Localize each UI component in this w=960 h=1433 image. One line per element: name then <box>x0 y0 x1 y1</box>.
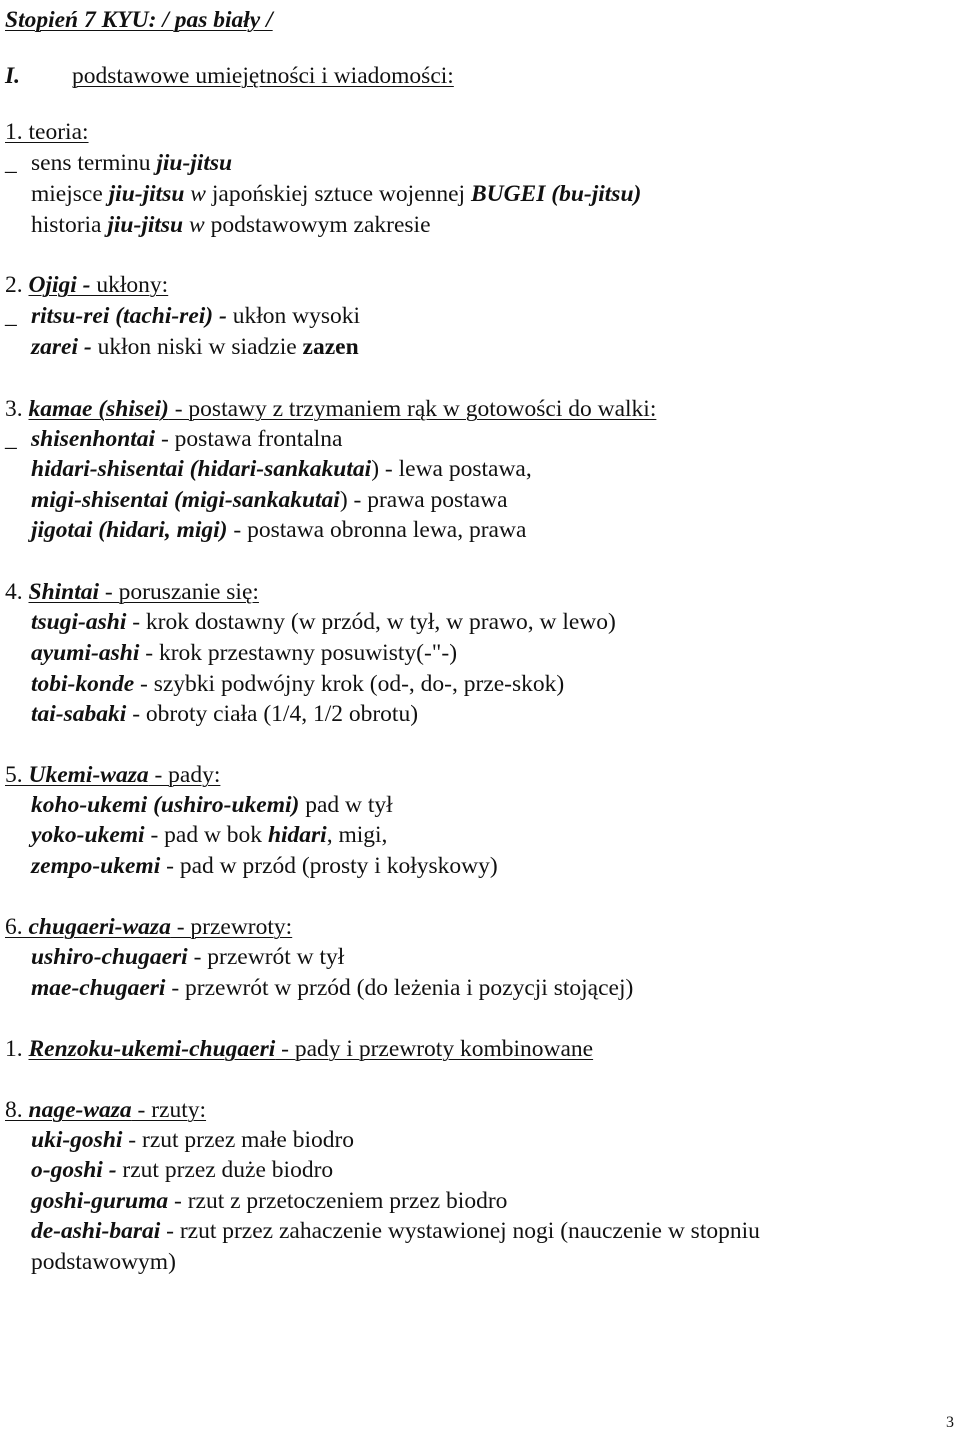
item-8-line-5: podstawowym) <box>31 1249 176 1275</box>
item-8-line-4: de-ashi-barai - rzut przez zahaczenie wystawionej nogi (nauczenie w stopniu <box>31 1218 760 1244</box>
item-2-heading: 2. Ojigi - ukłony: <box>5 272 169 298</box>
section-heading <box>5 62 454 90</box>
item-6-line-1: ushiro-chugaeri - przewrót w tył <box>31 944 345 970</box>
item-4-line-3: tobi-konde - szybki podwójny krok (od-, do-, prze-skok) <box>31 671 565 697</box>
item-5-heading: 5. Ukemi-waza - pady: <box>5 762 221 788</box>
item-4-line-2: ayumi-ashi - krok przestawny posuwisty(-"-) <box>31 640 458 666</box>
item-3-line-1: shisenhontai - postawa frontalna <box>31 426 343 452</box>
item-5-line-2: yoko-ukemi - pad w bok hidari, migi, <box>31 822 388 848</box>
item-1-dash: _ <box>5 150 17 176</box>
item-3-line-4: jigotai (hidari, migi) - postawa obronna lewa, prawa <box>31 517 527 543</box>
item-8-heading: 8. nage-waza - rzuty: <box>5 1097 207 1123</box>
section-numeral: I. <box>5 63 21 89</box>
item-1-line-1: sens terminu jiu-jitsu <box>31 150 233 176</box>
item-5-line-1: koho-ukemi (ushiro-ukemi) pad w tył <box>31 792 393 818</box>
item-4-line-4: tai-sabaki - obroty ciała (1/4, 1/2 obrotu) <box>31 701 419 727</box>
item-1-line-3: historia jiu-jitsu w podstawowym zakresie <box>31 212 431 238</box>
item-1-line-2: miejsce jiu-jitsu w japońskiej sztuce wojennej BUGEI (bu-jitsu) <box>31 181 642 207</box>
item-2-dash: _ <box>5 303 17 329</box>
item-2-line-1: ritsu-rei (tachi-rei) - ukłon wysoki <box>31 303 361 329</box>
item-3-heading: 3. kamae (shisei) - postawy z trzymaniem rąk w gotowości do walki: <box>5 396 657 422</box>
item-4-line-1: tsugi-ashi - krok dostawny (w przód, w tył, w prawo, w lewo) <box>31 609 616 635</box>
page-number: 3 <box>946 1414 954 1431</box>
item-8-line-2: o-goshi - rzut przez duże biodro <box>31 1157 334 1183</box>
page-title: Stopień 7 KYU: / pas biały / <box>5 7 273 33</box>
item-7-heading: 1. Renzoku-ukemi-chugaeri - pady i przewroty kombinowane <box>5 1036 594 1062</box>
section-title: podstawowe umiejętności i wiadomości: <box>72 63 454 89</box>
item-5-line-3: zempo-ukemi - pad w przód (prosty i kołyskowy) <box>31 853 498 879</box>
item-3-line-2: hidari-shisentai (hidari-sankakutai) - lewa postawa, <box>31 456 532 482</box>
item-1-heading: 1. teoria: <box>5 119 89 145</box>
item-2-line-2: zarei - ukłon niski w siadzie zazen <box>31 334 359 360</box>
item-8-line-1: uki-goshi - rzut przez małe biodro <box>31 1127 355 1153</box>
item-3-line-3: migi-shisentai (migi-sankakutai) - prawa postawa <box>31 487 508 513</box>
item-6-heading: 6. chugaeri-waza - przewroty: <box>5 914 293 940</box>
item-6-line-2: mae-chugaeri - przewrót w przód (do leżenia i pozycji stojącej) <box>31 975 634 1001</box>
item-3-dash: _ <box>5 426 17 452</box>
item-4-heading: 4. Shintai - poruszanie się: <box>5 579 259 605</box>
item-8-line-3: goshi-guruma - rzut z przetoczeniem przez biodro <box>31 1188 508 1214</box>
